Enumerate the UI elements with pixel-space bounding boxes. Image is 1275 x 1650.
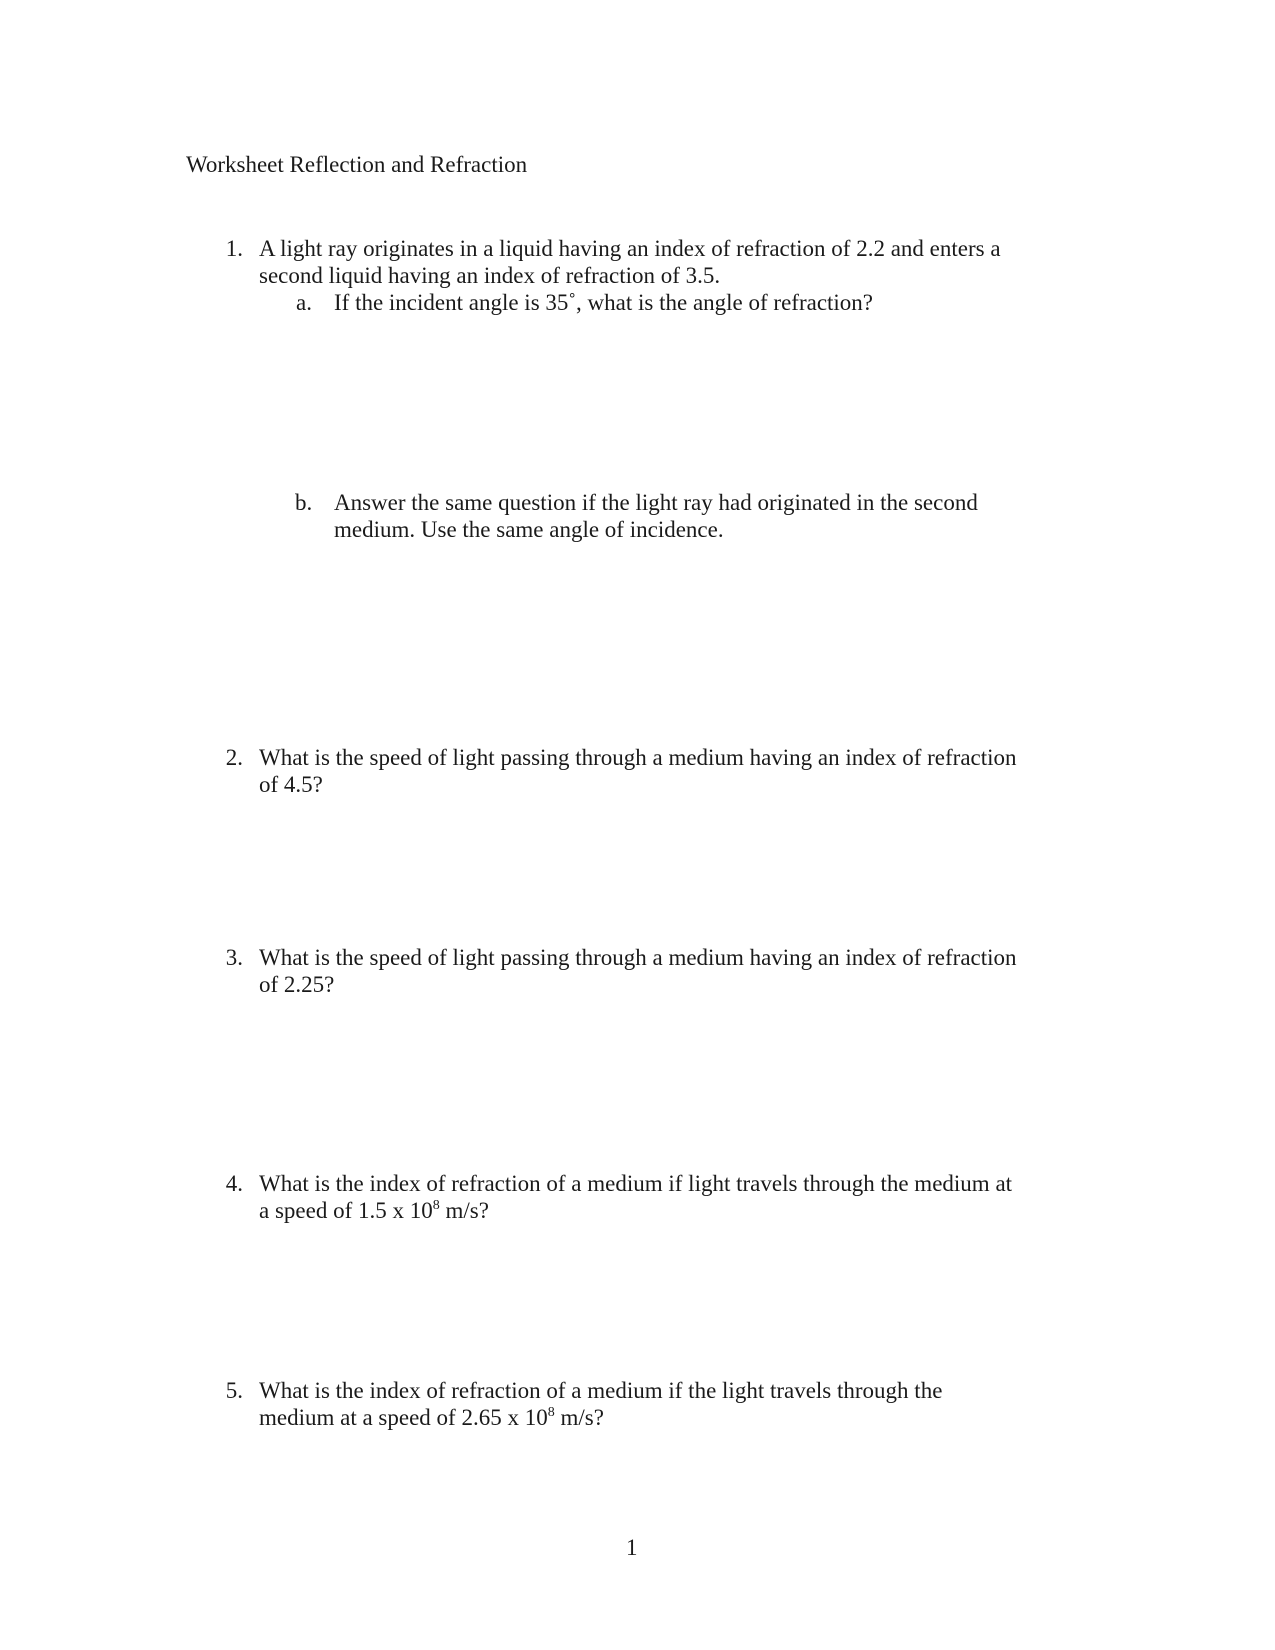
question-1-number: 1. — [225, 236, 243, 261]
question-2-text-line2: of 4.5? — [259, 772, 323, 797]
question-4-text-line1: What is the index of refraction of a medium if light travels through the medium at — [259, 1171, 1013, 1196]
question-1-text-line1: A light ray originates in a liquid having an index of refraction of 2.2 and enters a — [259, 236, 1001, 261]
question-5-number: 5. — [225, 1378, 243, 1403]
question-4-exponent: 8 — [432, 1198, 440, 1213]
question-5-text-line1: What is the index of refraction of a medium if the light travels through the — [259, 1378, 943, 1403]
question-3-text-line2: of 2.25? — [259, 972, 335, 997]
question-1a-label: a. — [296, 290, 312, 315]
question-4-number: 4. — [225, 1171, 243, 1196]
question-5-speed-text: medium at a speed of 2.65 x 10 — [259, 1405, 548, 1430]
question-1b-text-line1: Answer the same question if the light ray had originated in the second — [334, 490, 978, 515]
question-5-unit-text: m/s? — [554, 1405, 604, 1430]
question-2-number: 2. — [225, 745, 243, 770]
question-3-number: 3. — [225, 945, 243, 970]
question-4-unit-text: m/s? — [439, 1198, 489, 1223]
question-1b-label: b. — [295, 490, 313, 515]
page-number: 1 — [626, 1535, 638, 1560]
question-5-exponent: 8 — [547, 1405, 555, 1420]
question-3-text-line1: What is the speed of light passing through a medium having an index of refraction — [259, 945, 1017, 970]
worksheet-title: Worksheet Reflection and Refraction — [186, 152, 528, 177]
question-1-text-line2: second liquid having an index of refraction of 3.5. — [259, 263, 721, 288]
question-5-text-line2 — [259, 1404, 604, 1431]
question-2-text-line1: What is the speed of light passing through a medium having an index of refraction — [259, 745, 1017, 770]
question-1a-text: If the incident angle is 35˚, what is the angle of refraction? — [334, 290, 874, 315]
question-4-speed-text: a speed of 1.5 x 10 — [259, 1198, 433, 1223]
question-1b-text-line2: medium. Use the same angle of incidence. — [334, 517, 724, 542]
question-4-text-line2 — [259, 1197, 489, 1224]
